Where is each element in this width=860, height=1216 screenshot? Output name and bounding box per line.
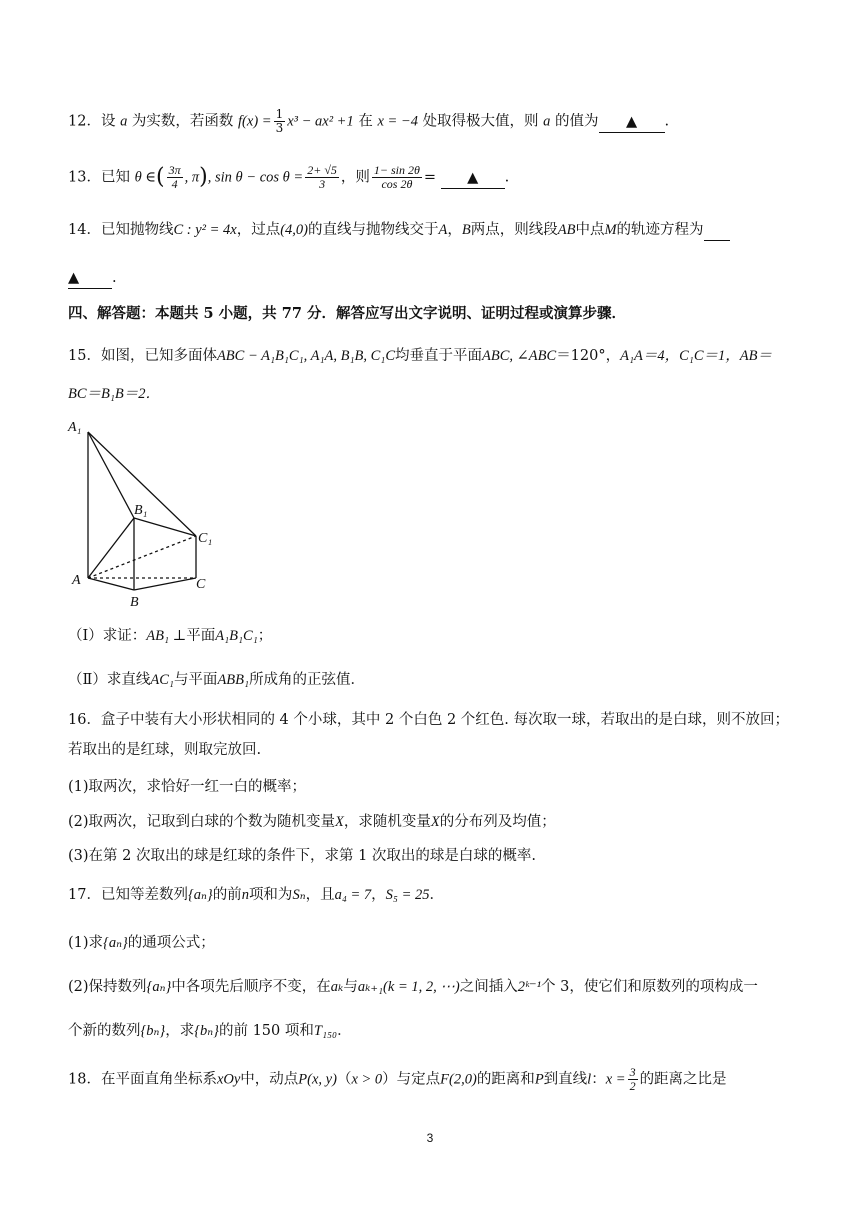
condition-S5: S₅ = 25 (385, 887, 430, 903)
part2-text: (2)取两次，记取到白球的个数为随机变量 (68, 814, 336, 830)
q16-part1: (1)取两次，求恰好一红一白的概率； (68, 779, 307, 795)
edge-BC (134, 578, 196, 590)
part1-text: (1)求 (68, 935, 104, 951)
part2-prefix: （Ⅱ）求直线 (68, 672, 151, 688)
answer-blank: ▲ (68, 268, 112, 289)
term-ak1: aₖ₊₁(k = 1, 2, ⋯) (357, 979, 460, 995)
solid-name: ABC − A₁B₁C₁, A₁A, B₁B, C₁C (216, 348, 396, 364)
separator: ， (447, 222, 462, 238)
q12-number: 12．设 (68, 113, 116, 130)
point-F: F(2,0) (440, 1071, 477, 1088)
q17-text: 的前 (212, 887, 242, 903)
answer-blank: ▲ (441, 168, 505, 189)
part2-text: 所成角的正弦值． (249, 672, 366, 688)
part1-prefix: （Ⅰ）求证： (68, 628, 147, 644)
sum-T150: T₁₅₀ (313, 1023, 338, 1039)
label-A1: A₁ (68, 420, 82, 435)
part2-text: 的前 150 项和 (218, 1023, 314, 1039)
edge-A1B1 (88, 432, 134, 518)
conditions: A₁A＝4，C₁C＝1，AB＝ (620, 348, 772, 364)
part1-text: 的通项公式； (127, 935, 215, 951)
q14-text: 的直线与抛物线交于 (308, 222, 439, 238)
part2-text: ，求 (165, 1023, 195, 1039)
var-X: X (335, 814, 344, 830)
part2-text: 中各项先后顺序不变，在 (171, 979, 331, 995)
q17-part2-line2 (68, 1021, 352, 1041)
sequence-an: {aₙ} (146, 979, 172, 995)
q15-number: 15．如图，已知多面体 (68, 348, 217, 364)
comma: ， (371, 887, 386, 903)
answer-blank: ▲ (599, 112, 665, 133)
label-B1: B₁ (134, 503, 148, 518)
interval-tail: , π (184, 169, 200, 186)
q14-text: 的轨迹方程为 (616, 222, 704, 238)
fraction-ask: $\frac{1- \sin 2\theta}{\cos 2\theta}$ (373, 163, 420, 191)
var-n: n (241, 887, 249, 903)
question-15 (68, 346, 772, 366)
q16-part2 (68, 812, 556, 832)
question-16-line2: 若取出的是红球，则取完放回. (68, 742, 262, 758)
point-P: P(x, y) (298, 1071, 337, 1088)
part1-text: 平面 (186, 628, 216, 644)
part2-text: 个 3，使它们和原数列的项构成一 (541, 979, 758, 995)
answer-blank-start (704, 220, 730, 241)
q12-text: 的值为 (555, 113, 599, 130)
period: . (112, 270, 117, 286)
question-14-cont (68, 268, 117, 289)
label-A: A (72, 573, 81, 588)
part2-text: 之间插入 (459, 979, 518, 995)
fraction-one-third: $\frac{1}{3}$ (275, 107, 284, 135)
q18-text: 到直线 (543, 1071, 588, 1088)
var-a: a (120, 113, 128, 130)
sequence-an: {aₙ} (187, 887, 213, 903)
line-l: l (587, 1071, 592, 1088)
plane-angle: ABC, ∠ABC (482, 348, 557, 364)
q14-text: ，过点 (236, 222, 281, 238)
q13-text: ，则 (340, 169, 370, 186)
edge-AB (88, 578, 134, 590)
q17-part1 (68, 933, 215, 953)
period: . (664, 113, 670, 130)
label-B: B (130, 595, 139, 610)
q15-text: ＝120°， (556, 348, 621, 364)
term-ak: aₖ (330, 979, 344, 995)
q18-text: 的距离之比是 (639, 1071, 727, 1088)
power: 2ᵏ⁻¹ (517, 979, 542, 995)
x-equals: x = (605, 1071, 626, 1088)
q18-text: 中，动点 (240, 1071, 299, 1088)
q17-part2 (68, 977, 758, 997)
point-B: B (461, 222, 471, 238)
question-16: 16．盒子中装有大小形状相同的 4 个小球，其中 2 个白色 2 个红色. 每次取一球，若取出的是白球，则不放回； (68, 712, 789, 728)
part2-text: 与平面 (173, 672, 218, 688)
equals: = (423, 169, 437, 186)
theta-in: θ ∈ (134, 169, 157, 186)
q14-number: 14．已知抛物线 (68, 222, 174, 238)
fraction-3-2: $\frac{3}{2}$ (629, 1065, 636, 1093)
question-15-line2: BC＝B₁B＝2． (68, 386, 161, 402)
part2-text: 与 (343, 979, 358, 995)
condition: x = −4 (377, 113, 418, 130)
q18-text: 的距离和 (476, 1071, 535, 1088)
question-18 (68, 1066, 727, 1093)
q18-text: ）与定点 (382, 1071, 441, 1088)
q12-text: 处取得极大值，则 (422, 113, 539, 130)
q18-number: 18．在平面直角坐标系 (68, 1071, 217, 1088)
fraction-rhs: $\frac{2+ √5}{3}$ (307, 163, 337, 191)
q12-text: 在 (358, 113, 373, 130)
page-number: 3 (426, 1131, 434, 1145)
plane: A₁B₁C₁ (215, 628, 258, 644)
sin-cos-expr: , sin θ − cos θ = (207, 169, 304, 186)
condition: x > 0 (351, 1071, 383, 1088)
q15-text: 均垂直于平面 (395, 348, 483, 364)
period: ． (429, 887, 444, 903)
q15-part2 (68, 670, 365, 690)
question-17 (68, 885, 444, 905)
coord-system: xOy (216, 1071, 241, 1088)
segment-AB: AB (557, 222, 576, 238)
q15-part1 (68, 626, 272, 646)
parabola-equation: C : y² = 4x (173, 222, 237, 238)
q17-text: ，且 (305, 887, 335, 903)
polyhedron-figure (66, 418, 226, 613)
q17-text: 项和为 (248, 887, 293, 903)
sequence-bn: {bₙ} (140, 1023, 166, 1039)
label-C1: C₁ (198, 531, 213, 546)
q16-part3: (3)在第 2 次取出的球是红球的条件下，求第 1 次取出的球是白球的概率. (68, 848, 537, 864)
condition-a4: a₄ = 7 (334, 887, 372, 903)
point-A: A (438, 222, 448, 238)
q17-number: 17．已知等差数列 (68, 887, 188, 903)
q13-number: 13．已知 (68, 169, 130, 186)
period: ． (337, 1023, 352, 1039)
function-name: f(x) = (238, 113, 272, 130)
var-X: X (430, 814, 440, 830)
part2-text: 个新的数列 (68, 1023, 141, 1039)
sequence-bn: {bₙ} (194, 1023, 219, 1039)
colon: ： (591, 1071, 606, 1088)
part2-text: (2)保持数列 (68, 979, 147, 995)
perp-expr: AB₁ ⊥ (146, 628, 187, 644)
question-12 (68, 108, 669, 135)
q14-text: 两点，则线段 (470, 222, 558, 238)
plane: ABB₁ (217, 672, 250, 688)
polynomial: x³ − ax² +1 (287, 113, 354, 130)
semicolon: ； (257, 628, 273, 644)
q12-text: 为实数，若函数 (131, 113, 234, 130)
close-paren: ) (199, 164, 208, 190)
q18-text: （ (336, 1071, 352, 1088)
point: (4,0) (280, 222, 309, 238)
period: . (504, 169, 510, 186)
line-AC1: AC₁ (150, 672, 174, 688)
sequence-an: {aₙ} (103, 935, 128, 951)
var-a: a (543, 113, 551, 130)
question-14 (68, 220, 730, 241)
open-paren: ( (156, 164, 165, 190)
part2-text: 的分布列及均值； (439, 814, 556, 830)
part2-text: ，求随机变量 (343, 814, 431, 830)
point-P: P (534, 1071, 544, 1088)
label-C: C (196, 577, 206, 592)
q14-text: 中点 (575, 222, 605, 238)
fraction-3pi-4: $\frac{3\pi}{4}$ (168, 163, 181, 191)
sum-Sn: Sₙ (292, 887, 306, 903)
question-13 (68, 164, 509, 191)
section-heading: 四、解答题：本题共 5 小题，共 77 分．解答应写出文字说明、证明过程或演算步骤． (68, 305, 626, 322)
point-M: M (604, 222, 617, 238)
